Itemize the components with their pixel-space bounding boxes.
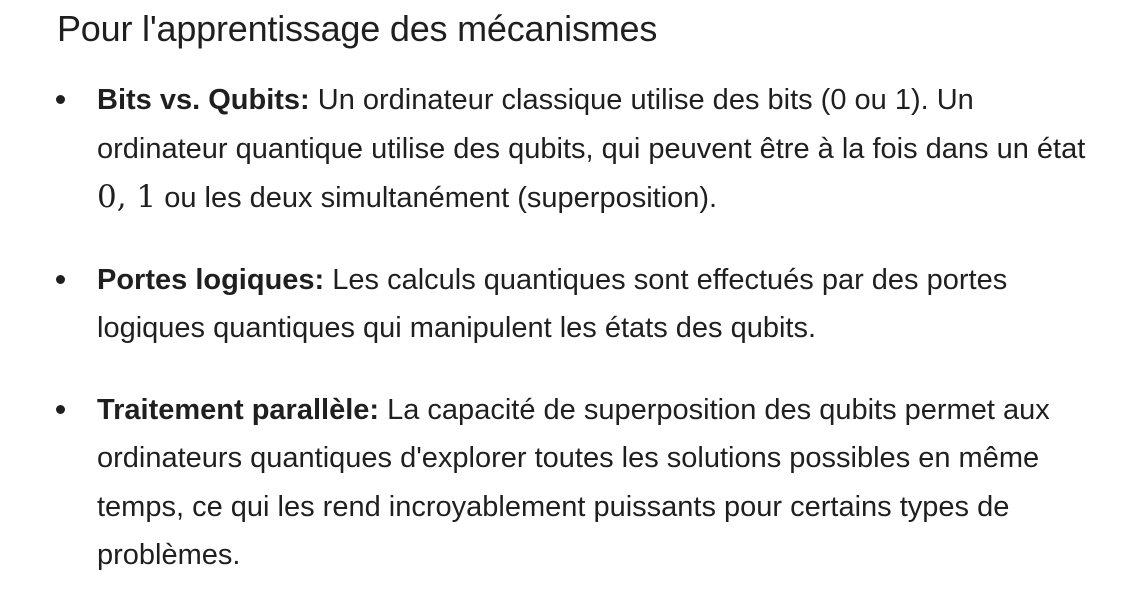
bullet-dot-icon bbox=[56, 405, 65, 414]
list-item-text: La capacité de superposition des qubits permet aux ordinateurs quantiques d'explorer toutes les solutions possibles en même temps, ce qui les rend incroyablement puissants pour certains types de problèmes. bbox=[97, 393, 1050, 571]
bullet-dot-icon bbox=[56, 275, 65, 284]
list-item-portes-logiques bbox=[0, 256, 1123, 353]
list-item-bits-vs-qubits bbox=[0, 76, 1123, 223]
bullet-dot-icon bbox=[56, 95, 65, 104]
bullet-list bbox=[0, 76, 1123, 580]
list-item-term: Portes logiques: bbox=[97, 263, 325, 296]
list-item-text: Un ordinateur classique utilise des bits (0 ou 1). Un ordinateur quantique utilise des qubits, qui peuvent être à la fois dans un état bbox=[97, 84, 1086, 165]
section-heading: Pour l'apprentissage des mécanismes bbox=[57, 8, 658, 49]
math-expression: 0, 1 bbox=[97, 179, 157, 215]
list-item-term: Bits vs. Qubits: bbox=[97, 84, 310, 116]
list-item-text: Les calculs quantiques sont effectués par des portes logiques quantiques qui manipulent les états des qubits. bbox=[97, 263, 1008, 344]
list-item-traitement-parallele bbox=[0, 386, 1123, 580]
list-item-text-continued: ou les deux simultanément (superposition). bbox=[156, 182, 718, 214]
list-item-term: Traitement parallèle: bbox=[97, 393, 380, 426]
